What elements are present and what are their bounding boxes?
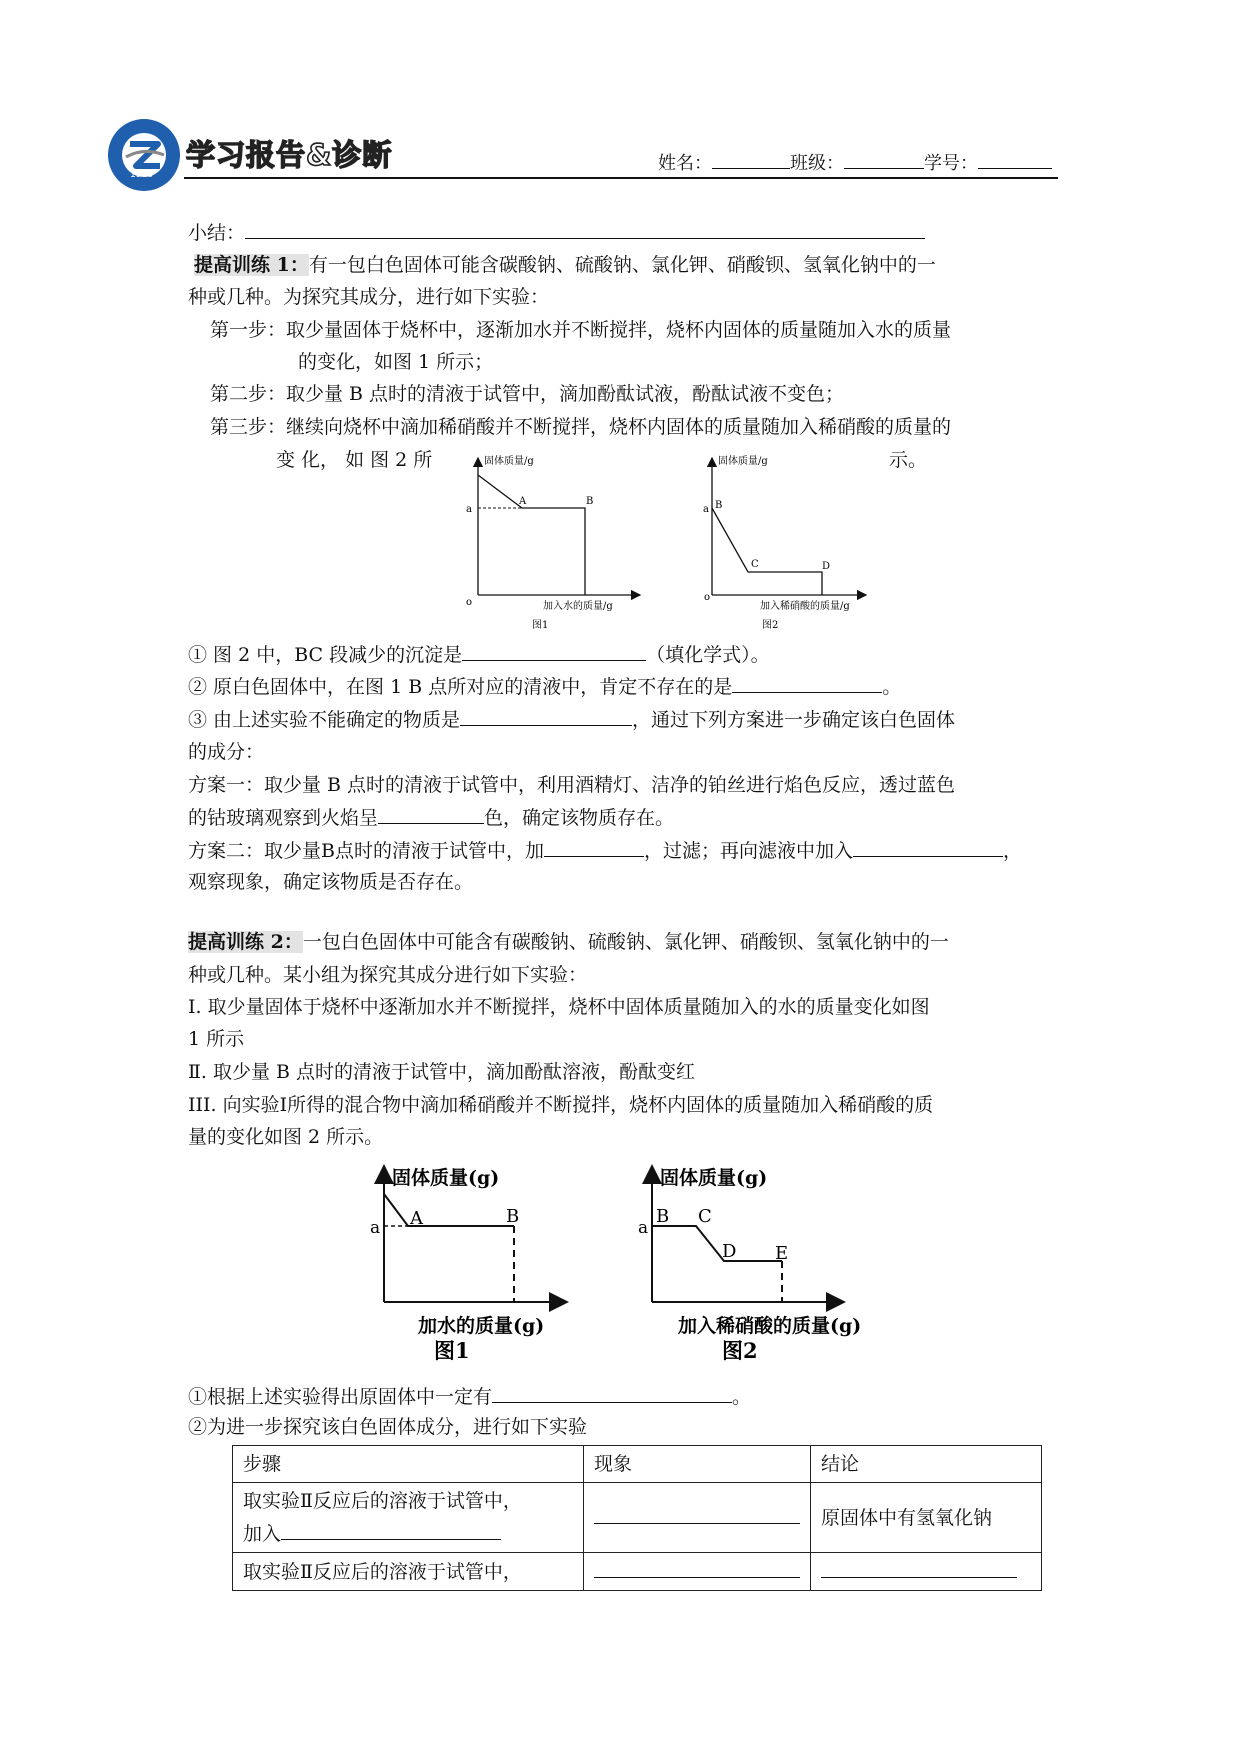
logo-year: 1948 — [130, 170, 153, 180]
row1-reagent-field[interactable] — [281, 1517, 501, 1540]
row2-phenomenon — [584, 1553, 811, 1591]
point-A: A — [519, 496, 527, 507]
ex2-figure-2 — [630, 1160, 900, 1365]
row1-phenomenon — [584, 1483, 811, 1553]
row2-conclusion-field[interactable] — [821, 1555, 1017, 1578]
origin: o — [466, 597, 473, 608]
class-label: 班级： — [790, 153, 844, 174]
xlabel: 加入稀硝酸的质量/g — [760, 601, 850, 612]
header-phenomenon: 现象 — [584, 1446, 811, 1483]
page-title: 学习报告&诊断 — [186, 138, 393, 172]
mass-curve — [384, 1194, 514, 1226]
q2-answer[interactable] — [732, 670, 882, 693]
ex2-step3: III. 向实验Ⅰ所得的混合物中滴加稀硝酸并不断搅拌，烧杯内固体的质量随加入稀硝酸的质 — [188, 1094, 934, 1116]
row2-step: 取实验Ⅱ反应后的溶液于试管中， — [233, 1553, 584, 1591]
origin: o — [704, 592, 711, 603]
q1-answer[interactable] — [462, 638, 646, 661]
point-C: C — [751, 559, 759, 570]
caption: 图1 — [532, 620, 549, 631]
a-label: a — [370, 1218, 381, 1238]
ylabel: 固体质量/g — [718, 456, 768, 467]
mass-curve — [652, 1226, 782, 1261]
point-B: B — [656, 1206, 670, 1227]
ex1-figure-1 — [460, 450, 650, 635]
id-label: 学号： — [924, 153, 978, 174]
point-E: E — [775, 1243, 789, 1264]
q3-answer[interactable] — [460, 703, 632, 726]
a-label: a — [638, 1218, 649, 1238]
id-field[interactable] — [978, 146, 1052, 169]
row2-conclusion — [811, 1553, 1042, 1591]
table-header-row — [233, 1446, 1042, 1483]
mass-curve — [478, 475, 585, 595]
ex2-step3-cont: 量的变化如图 2 所示。 — [188, 1126, 384, 1148]
table-row — [233, 1553, 1042, 1591]
ex2-step2: Ⅱ. 取少量 B 点时的清液于试管中，滴加酚酞溶液，酚酞变红 — [188, 1061, 696, 1083]
point-A: A — [410, 1208, 423, 1229]
header-step: 步骤 — [233, 1446, 584, 1483]
ex1-plan2: 方案二：取少量B点时的清液于试管中，加 ，过滤；再向滤液中加入 ， — [188, 834, 1022, 867]
ex1-plan1: 方案一：取少量 B 点时的清液于试管中，利用酒精灯、洁净的铂丝进行焰色反应，透过蓝色 — [188, 774, 956, 796]
ex1-step1: 第一步：取少量固体于烧杯中，逐渐加水并不断搅拌，烧杯内固体的质量随加入水的质量 — [210, 319, 952, 341]
a-label: a — [703, 504, 709, 515]
ex1-step3-cont: 变 化， 如 图 2 所 — [276, 449, 433, 471]
summary-label: 小结： — [188, 222, 246, 244]
ex2-figure-1 — [360, 1160, 580, 1365]
ex1-tag: 提高训练 1： — [194, 254, 309, 276]
ex1-step2: 第二步：取少量 B 点时的清液于试管中，滴加酚酞试液，酚酞试液不变色； — [210, 383, 845, 405]
ylabel: 固体质量(g) — [660, 1167, 768, 1189]
ex1-q1: ① 图 2 中，BC 段减少的沉淀是 （填化学式）。 — [188, 638, 770, 671]
xlabel: 加入稀硝酸的质量(g) — [678, 1315, 862, 1337]
point-B: B — [506, 1206, 520, 1227]
ex1-step3-end: 示。 — [889, 449, 928, 471]
plan2-reagent-1[interactable] — [544, 834, 644, 857]
caption: 图2 — [762, 620, 779, 631]
ex2-q1-answer[interactable] — [492, 1380, 732, 1403]
ex2-step1-cont: 1 所示 — [188, 1028, 245, 1050]
ex2-tag: 提高训练 2： — [188, 931, 303, 953]
plan2-reagent-2[interactable] — [853, 834, 1003, 857]
ex1-q3: ③ 由上述实验不能确定的物质是 ，通过下列方案进一步确定该白色固体 — [188, 703, 955, 736]
row2-phenomenon-field[interactable] — [594, 1555, 800, 1578]
ex2-intro-1: 提高训练 2：一包白色固体中可能含有碳酸钠、硫酸钠、氯化钾、硝酸钡、氢氧化钠中的一 — [188, 931, 949, 953]
xlabel: 加入水的质量/g — [543, 601, 613, 612]
header-rule — [184, 177, 1058, 179]
name-label: 姓名： — [658, 153, 712, 174]
ex2-intro-2: 种或几种。某小组为探究其成分进行如下实验： — [188, 964, 588, 986]
ex1-q2: ② 原白色固体中，在图 1 B 点所对应的清液中，肯定不存在的是 。 — [188, 670, 901, 703]
ex1-intro-2: 种或几种。为探究其成分，进行如下实验： — [188, 286, 550, 308]
experiment-table — [232, 1445, 1042, 1591]
ex2-step1: Ⅰ. 取少量固体于烧杯中逐渐加水并不断搅拌，烧杯中固体质量随加入的水的质量变化如图 — [188, 996, 930, 1018]
header-conclusion: 结论 — [811, 1446, 1042, 1483]
caption: 图1 — [434, 1338, 470, 1363]
point-C: C — [698, 1206, 712, 1227]
ex1-step1-cont: 的变化，如图 1 所示； — [298, 351, 494, 373]
ex1-plan1-cont: 的钴玻璃观察到火焰呈 色，确定该物质存在。 — [188, 801, 674, 834]
xlabel: 加水的质量(g) — [418, 1315, 545, 1337]
ex1-plan2-cont: 观察现象，确定该物质是否存在。 — [188, 871, 474, 893]
student-info — [658, 146, 1052, 175]
ylabel: 固体质量/g — [484, 456, 534, 467]
row1-step: 取实验Ⅱ反应后的溶液于试管中， 加入 — [233, 1483, 584, 1553]
name-field[interactable] — [712, 146, 790, 169]
mass-curve — [712, 508, 822, 595]
ex1-step3: 第三步：继续向烧杯中滴加稀硝酸并不断搅拌，烧杯内固体的质量随加入稀硝酸的质量的 — [210, 416, 952, 438]
ex1-intro-1 — [194, 249, 936, 281]
ylabel: 固体质量(g) — [392, 1167, 500, 1189]
flame-color-answer[interactable] — [378, 801, 484, 824]
summary-field[interactable] — [245, 216, 925, 239]
table-row — [233, 1483, 1042, 1553]
ex1-intro-text: 有一包白色固体可能含碳酸钠、硫酸钠、氯化钾、硝酸钡、氢氧化钠中的一 — [308, 254, 936, 276]
ex1-q3-cont: 的成分： — [188, 741, 265, 763]
class-field[interactable] — [844, 146, 924, 169]
caption: 图2 — [722, 1338, 758, 1363]
point-D: D — [822, 561, 831, 572]
row1-conclusion: 原固体中有氢氧化钠 — [811, 1483, 1042, 1553]
point-B: B — [586, 496, 594, 507]
a-label: a — [466, 504, 472, 515]
logo — [106, 117, 182, 193]
ex2-q1: ①根据上述实验得出原固体中一定有 。 — [188, 1380, 751, 1413]
summary — [188, 216, 925, 249]
point-B: B — [715, 500, 723, 511]
row1-phenomenon-field[interactable] — [594, 1501, 800, 1524]
point-D: D — [722, 1241, 737, 1262]
ex1-figure-2 — [694, 450, 874, 635]
ex2-q2: ②为进一步探究该白色固体成分，进行如下实验 — [188, 1416, 588, 1438]
